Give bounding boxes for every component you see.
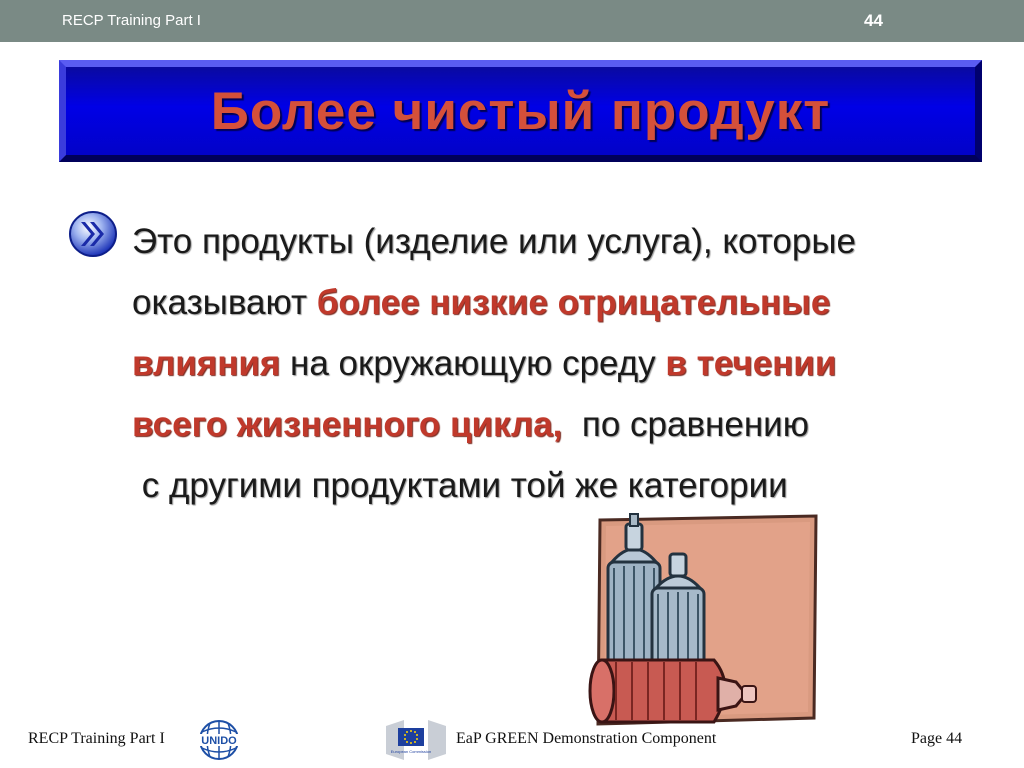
footer-component-label: EaP GREEN Demonstration Component [456, 730, 717, 747]
footer-page-number: Page 44 [911, 730, 963, 747]
bullet-line-2: оказывают более низкие отрицательные [132, 283, 831, 322]
bullet-line-3: влияния на окружающую среду в течении [132, 344, 837, 383]
highlight-life-cycle: всего жизненного цикла, [132, 405, 563, 444]
bullet-text [132, 211, 1022, 516]
highlight-lower-negative: более низкие отрицательные [316, 283, 831, 322]
slide-title: Более чистый продукт [210, 82, 831, 141]
spray-cans-illustration [586, 510, 822, 734]
bullet-arrow-icon [68, 208, 118, 258]
top-bar [0, 0, 1024, 42]
european-commission-logo [384, 716, 448, 764]
bullet-line-5: с другими продуктами той же категории [132, 466, 788, 505]
footer-course-title: RECP Training Part I [28, 730, 165, 747]
highlight-during: в течении [665, 344, 837, 383]
svg-text:UNIDO: UNIDO [201, 735, 237, 747]
slide-number: 44 [864, 11, 883, 30]
course-title: RECP Training Part I [62, 12, 201, 29]
title-banner [59, 60, 982, 162]
bullet-line-4: всего жизненного цикла, по сравнению [132, 405, 809, 444]
unido-logo [194, 718, 244, 762]
highlight-impacts: влияния [132, 344, 281, 383]
svg-text:European Commission: European Commission [390, 749, 432, 754]
bullet-line-1: Это продукты (изделие или услуга), которые [132, 222, 856, 261]
